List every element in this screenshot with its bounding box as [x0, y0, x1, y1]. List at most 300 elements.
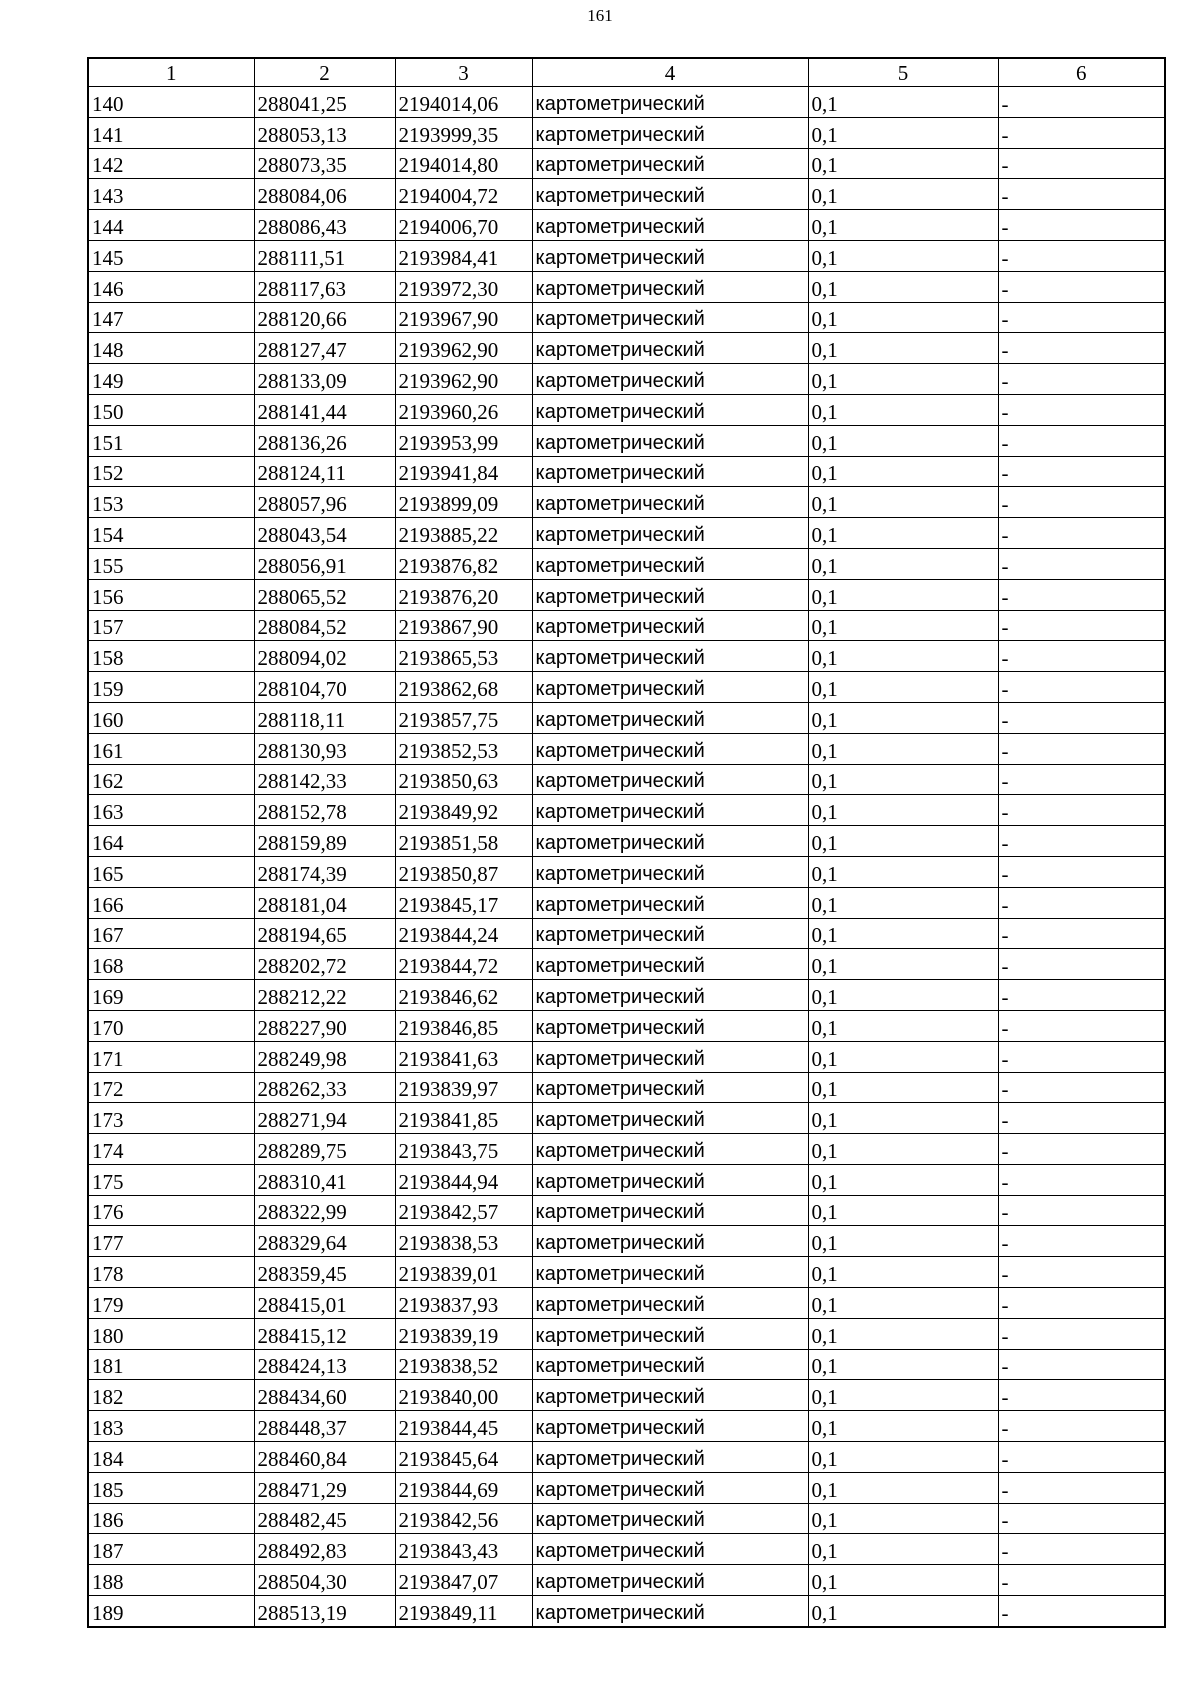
accuracy-cell: 0,1 — [808, 795, 998, 826]
y-coordinate-cell: 2193899,09 — [395, 487, 532, 518]
table-row — [88, 1349, 1165, 1380]
point-number-cell: 149 — [88, 364, 254, 395]
x-coordinate-cell: 288111,51 — [254, 240, 395, 271]
note-cell: - — [998, 179, 1165, 210]
table-row — [88, 179, 1165, 210]
method-cell: картометрический — [532, 1411, 808, 1442]
method-cell: картометрический — [532, 1349, 808, 1380]
note-cell: - — [998, 1472, 1165, 1503]
point-number-cell: 143 — [88, 179, 254, 210]
table-header — [88, 58, 1165, 87]
accuracy-cell: 0,1 — [808, 949, 998, 980]
x-coordinate-cell: 288249,98 — [254, 1041, 395, 1072]
accuracy-cell: 0,1 — [808, 610, 998, 641]
point-number-cell: 184 — [88, 1442, 254, 1473]
x-coordinate-cell: 288460,84 — [254, 1442, 395, 1473]
method-cell: картометрический — [532, 1257, 808, 1288]
note-cell: - — [998, 918, 1165, 949]
point-number-cell: 167 — [88, 918, 254, 949]
accuracy-cell: 0,1 — [808, 1534, 998, 1565]
table-row — [88, 394, 1165, 425]
method-cell: картометрический — [532, 148, 808, 179]
x-coordinate-cell: 288043,54 — [254, 518, 395, 549]
x-coordinate-cell: 288136,26 — [254, 425, 395, 456]
y-coordinate-cell: 2193844,24 — [395, 918, 532, 949]
y-coordinate-cell: 2193847,07 — [395, 1565, 532, 1596]
table-row — [88, 702, 1165, 733]
x-coordinate-cell: 288073,35 — [254, 148, 395, 179]
y-coordinate-cell: 2194006,70 — [395, 210, 532, 241]
x-coordinate-cell: 288056,91 — [254, 548, 395, 579]
accuracy-cell: 0,1 — [808, 1596, 998, 1627]
table-row — [88, 1195, 1165, 1226]
method-cell: картометрический — [532, 1195, 808, 1226]
table-row — [88, 887, 1165, 918]
note-cell: - — [998, 1565, 1165, 1596]
x-coordinate-cell: 288084,52 — [254, 610, 395, 641]
point-number-cell: 186 — [88, 1503, 254, 1534]
note-cell: - — [998, 425, 1165, 456]
x-coordinate-cell: 288194,65 — [254, 918, 395, 949]
note-cell: - — [998, 487, 1165, 518]
note-cell: - — [998, 271, 1165, 302]
y-coordinate-cell: 2193960,26 — [395, 394, 532, 425]
point-number-cell: 185 — [88, 1472, 254, 1503]
accuracy-cell: 0,1 — [808, 1472, 998, 1503]
method-cell: картометрический — [532, 394, 808, 425]
note-cell: - — [998, 1041, 1165, 1072]
column-header-1: 1 — [88, 58, 254, 87]
method-cell: картометрический — [532, 1565, 808, 1596]
accuracy-cell: 0,1 — [808, 456, 998, 487]
point-number-cell: 153 — [88, 487, 254, 518]
accuracy-cell: 0,1 — [808, 1349, 998, 1380]
point-number-cell: 181 — [88, 1349, 254, 1380]
y-coordinate-cell: 2193842,57 — [395, 1195, 532, 1226]
accuracy-cell: 0,1 — [808, 179, 998, 210]
x-coordinate-cell: 288492,83 — [254, 1534, 395, 1565]
x-coordinate-cell: 288471,29 — [254, 1472, 395, 1503]
accuracy-cell: 0,1 — [808, 1103, 998, 1134]
accuracy-cell: 0,1 — [808, 672, 998, 703]
point-number-cell: 187 — [88, 1534, 254, 1565]
table-row — [88, 1041, 1165, 1072]
accuracy-cell: 0,1 — [808, 1195, 998, 1226]
accuracy-cell: 0,1 — [808, 364, 998, 395]
x-coordinate-cell: 288084,06 — [254, 179, 395, 210]
table-row — [88, 271, 1165, 302]
table-body — [88, 87, 1165, 1627]
table-row — [88, 1257, 1165, 1288]
x-coordinate-cell: 288329,64 — [254, 1226, 395, 1257]
y-coordinate-cell: 2193972,30 — [395, 271, 532, 302]
y-coordinate-cell: 2193941,84 — [395, 456, 532, 487]
column-header-6: 6 — [998, 58, 1165, 87]
table-row — [88, 1134, 1165, 1165]
note-cell: - — [998, 1318, 1165, 1349]
x-coordinate-cell: 288289,75 — [254, 1134, 395, 1165]
accuracy-cell: 0,1 — [808, 1442, 998, 1473]
point-number-cell: 165 — [88, 856, 254, 887]
y-coordinate-cell: 2193839,19 — [395, 1318, 532, 1349]
y-coordinate-cell: 2193846,62 — [395, 980, 532, 1011]
method-cell: картометрический — [532, 1288, 808, 1319]
y-coordinate-cell: 2193876,20 — [395, 579, 532, 610]
y-coordinate-cell: 2193867,90 — [395, 610, 532, 641]
point-number-cell: 178 — [88, 1257, 254, 1288]
coordinates-table — [87, 57, 1166, 1628]
note-cell: - — [998, 456, 1165, 487]
x-coordinate-cell: 288415,01 — [254, 1288, 395, 1319]
point-number-cell: 174 — [88, 1134, 254, 1165]
table-row — [88, 240, 1165, 271]
accuracy-cell: 0,1 — [808, 394, 998, 425]
method-cell: картометрический — [532, 518, 808, 549]
method-cell: картометрический — [532, 1534, 808, 1565]
note-cell: - — [998, 548, 1165, 579]
x-coordinate-cell: 288227,90 — [254, 1010, 395, 1041]
x-coordinate-cell: 288127,47 — [254, 333, 395, 364]
method-cell: картометрический — [532, 826, 808, 857]
point-number-cell: 169 — [88, 980, 254, 1011]
point-number-cell: 150 — [88, 394, 254, 425]
method-cell: картометрический — [532, 487, 808, 518]
table-row — [88, 425, 1165, 456]
point-number-cell: 164 — [88, 826, 254, 857]
point-number-cell: 144 — [88, 210, 254, 241]
method-cell: картометрический — [532, 1226, 808, 1257]
x-coordinate-cell: 288181,04 — [254, 887, 395, 918]
accuracy-cell: 0,1 — [808, 333, 998, 364]
y-coordinate-cell: 2193839,01 — [395, 1257, 532, 1288]
accuracy-cell: 0,1 — [808, 487, 998, 518]
table-row — [88, 1411, 1165, 1442]
x-coordinate-cell: 288212,22 — [254, 980, 395, 1011]
point-number-cell: 157 — [88, 610, 254, 641]
point-number-cell: 172 — [88, 1072, 254, 1103]
method-cell: картометрический — [532, 364, 808, 395]
x-coordinate-cell: 288141,44 — [254, 394, 395, 425]
note-cell: - — [998, 1010, 1165, 1041]
accuracy-cell: 0,1 — [808, 425, 998, 456]
y-coordinate-cell: 2193840,00 — [395, 1380, 532, 1411]
y-coordinate-cell: 2193838,52 — [395, 1349, 532, 1380]
note-cell: - — [998, 210, 1165, 241]
accuracy-cell: 0,1 — [808, 1164, 998, 1195]
note-cell: - — [998, 1442, 1165, 1473]
note-cell: - — [998, 1534, 1165, 1565]
note-cell: - — [998, 148, 1165, 179]
table-row — [88, 518, 1165, 549]
accuracy-cell: 0,1 — [808, 1380, 998, 1411]
y-coordinate-cell: 2193850,87 — [395, 856, 532, 887]
table-row — [88, 1534, 1165, 1565]
point-number-cell: 152 — [88, 456, 254, 487]
accuracy-cell: 0,1 — [808, 302, 998, 333]
y-coordinate-cell: 2193885,22 — [395, 518, 532, 549]
method-cell: картометрический — [532, 1318, 808, 1349]
header-row — [88, 58, 1165, 87]
accuracy-cell: 0,1 — [808, 579, 998, 610]
y-coordinate-cell: 2193962,90 — [395, 364, 532, 395]
table-row — [88, 87, 1165, 118]
table-row — [88, 302, 1165, 333]
y-coordinate-cell: 2193838,53 — [395, 1226, 532, 1257]
note-cell: - — [998, 1411, 1165, 1442]
accuracy-cell: 0,1 — [808, 518, 998, 549]
method-cell: картометрический — [532, 210, 808, 241]
method-cell: картометрический — [532, 240, 808, 271]
y-coordinate-cell: 2194004,72 — [395, 179, 532, 210]
accuracy-cell: 0,1 — [808, 1288, 998, 1319]
note-cell: - — [998, 733, 1165, 764]
x-coordinate-cell: 288415,12 — [254, 1318, 395, 1349]
note-cell: - — [998, 610, 1165, 641]
y-coordinate-cell: 2193844,72 — [395, 949, 532, 980]
x-coordinate-cell: 288424,13 — [254, 1349, 395, 1380]
x-coordinate-cell: 288448,37 — [254, 1411, 395, 1442]
point-number-cell: 146 — [88, 271, 254, 302]
point-number-cell: 140 — [88, 87, 254, 118]
table-row — [88, 1503, 1165, 1534]
y-coordinate-cell: 2193842,56 — [395, 1503, 532, 1534]
note-cell: - — [998, 518, 1165, 549]
method-cell: картометрический — [532, 672, 808, 703]
point-number-cell: 145 — [88, 240, 254, 271]
method-cell: картометрический — [532, 425, 808, 456]
table-row — [88, 672, 1165, 703]
point-number-cell: 141 — [88, 117, 254, 148]
method-cell: картометрический — [532, 1103, 808, 1134]
method-cell: картометрический — [532, 87, 808, 118]
x-coordinate-cell: 288202,72 — [254, 949, 395, 980]
point-number-cell: 180 — [88, 1318, 254, 1349]
table-row — [88, 117, 1165, 148]
x-coordinate-cell: 288120,66 — [254, 302, 395, 333]
point-number-cell: 163 — [88, 795, 254, 826]
x-coordinate-cell: 288359,45 — [254, 1257, 395, 1288]
y-coordinate-cell: 2193962,90 — [395, 333, 532, 364]
point-number-cell: 183 — [88, 1411, 254, 1442]
table-row — [88, 1472, 1165, 1503]
note-cell: - — [998, 641, 1165, 672]
x-coordinate-cell: 288152,78 — [254, 795, 395, 826]
y-coordinate-cell: 2193844,69 — [395, 1472, 532, 1503]
table-row — [88, 148, 1165, 179]
y-coordinate-cell: 2193839,97 — [395, 1072, 532, 1103]
method-cell: картометрический — [532, 795, 808, 826]
point-number-cell: 179 — [88, 1288, 254, 1319]
y-coordinate-cell: 2193844,45 — [395, 1411, 532, 1442]
table-row — [88, 210, 1165, 241]
table-row — [88, 764, 1165, 795]
y-coordinate-cell: 2193876,82 — [395, 548, 532, 579]
x-coordinate-cell: 288065,52 — [254, 579, 395, 610]
column-header-3: 3 — [395, 58, 532, 87]
note-cell: - — [998, 764, 1165, 795]
x-coordinate-cell: 288118,11 — [254, 702, 395, 733]
accuracy-cell: 0,1 — [808, 240, 998, 271]
y-coordinate-cell: 2193849,11 — [395, 1596, 532, 1627]
accuracy-cell: 0,1 — [808, 271, 998, 302]
y-coordinate-cell: 2193857,75 — [395, 702, 532, 733]
table-row — [88, 548, 1165, 579]
table-row — [88, 980, 1165, 1011]
accuracy-cell: 0,1 — [808, 826, 998, 857]
method-cell: картометрический — [532, 579, 808, 610]
accuracy-cell: 0,1 — [808, 117, 998, 148]
x-coordinate-cell: 288104,70 — [254, 672, 395, 703]
accuracy-cell: 0,1 — [808, 887, 998, 918]
method-cell: картометрический — [532, 548, 808, 579]
y-coordinate-cell: 2193851,58 — [395, 826, 532, 857]
y-coordinate-cell: 2193984,41 — [395, 240, 532, 271]
x-coordinate-cell: 288262,33 — [254, 1072, 395, 1103]
accuracy-cell: 0,1 — [808, 1226, 998, 1257]
y-coordinate-cell: 2193846,85 — [395, 1010, 532, 1041]
y-coordinate-cell: 2193953,99 — [395, 425, 532, 456]
table-row — [88, 733, 1165, 764]
x-coordinate-cell: 288053,13 — [254, 117, 395, 148]
x-coordinate-cell: 288133,09 — [254, 364, 395, 395]
accuracy-cell: 0,1 — [808, 1257, 998, 1288]
note-cell: - — [998, 1164, 1165, 1195]
note-cell: - — [998, 672, 1165, 703]
method-cell: картометрический — [532, 641, 808, 672]
point-number-cell: 177 — [88, 1226, 254, 1257]
method-cell: картометрический — [532, 610, 808, 641]
accuracy-cell: 0,1 — [808, 1565, 998, 1596]
method-cell: картометрический — [532, 1472, 808, 1503]
point-number-cell: 189 — [88, 1596, 254, 1627]
y-coordinate-cell: 2193999,35 — [395, 117, 532, 148]
method-cell: картометрический — [532, 1134, 808, 1165]
method-cell: картометрический — [532, 1010, 808, 1041]
method-cell: картометрический — [532, 702, 808, 733]
method-cell: картометрический — [532, 764, 808, 795]
column-header-2: 2 — [254, 58, 395, 87]
x-coordinate-cell: 288094,02 — [254, 641, 395, 672]
x-coordinate-cell: 288310,41 — [254, 1164, 395, 1195]
y-coordinate-cell: 2193850,63 — [395, 764, 532, 795]
point-number-cell: 168 — [88, 949, 254, 980]
x-coordinate-cell: 288117,63 — [254, 271, 395, 302]
x-coordinate-cell: 288504,30 — [254, 1565, 395, 1596]
column-header-5: 5 — [808, 58, 998, 87]
method-cell: картометрический — [532, 1503, 808, 1534]
method-cell: картометрический — [532, 918, 808, 949]
accuracy-cell: 0,1 — [808, 1318, 998, 1349]
x-coordinate-cell: 288057,96 — [254, 487, 395, 518]
note-cell: - — [998, 1596, 1165, 1627]
x-coordinate-cell: 288130,93 — [254, 733, 395, 764]
table-row — [88, 1318, 1165, 1349]
x-coordinate-cell: 288124,11 — [254, 456, 395, 487]
table-row — [88, 641, 1165, 672]
y-coordinate-cell: 2194014,80 — [395, 148, 532, 179]
point-number-cell: 151 — [88, 425, 254, 456]
note-cell: - — [998, 364, 1165, 395]
table-row — [88, 826, 1165, 857]
point-number-cell: 173 — [88, 1103, 254, 1134]
note-cell: - — [998, 949, 1165, 980]
point-number-cell: 142 — [88, 148, 254, 179]
table-row — [88, 1565, 1165, 1596]
x-coordinate-cell: 288041,25 — [254, 87, 395, 118]
note-cell: - — [998, 795, 1165, 826]
page-number: 161 — [587, 6, 613, 25]
note-cell: - — [998, 579, 1165, 610]
y-coordinate-cell: 2193862,68 — [395, 672, 532, 703]
y-coordinate-cell: 2194014,06 — [395, 87, 532, 118]
table-row — [88, 1164, 1165, 1195]
x-coordinate-cell: 288174,39 — [254, 856, 395, 887]
table-row — [88, 1442, 1165, 1473]
point-number-cell: 188 — [88, 1565, 254, 1596]
note-cell: - — [998, 240, 1165, 271]
point-number-cell: 148 — [88, 333, 254, 364]
note-cell: - — [998, 826, 1165, 857]
note-cell: - — [998, 1226, 1165, 1257]
point-number-cell: 162 — [88, 764, 254, 795]
point-number-cell: 182 — [88, 1380, 254, 1411]
y-coordinate-cell: 2193852,53 — [395, 733, 532, 764]
point-number-cell: 154 — [88, 518, 254, 549]
point-number-cell: 147 — [88, 302, 254, 333]
y-coordinate-cell: 2193844,94 — [395, 1164, 532, 1195]
y-coordinate-cell: 2193843,43 — [395, 1534, 532, 1565]
point-number-cell: 161 — [88, 733, 254, 764]
accuracy-cell: 0,1 — [808, 918, 998, 949]
method-cell: картометрический — [532, 456, 808, 487]
table-row — [88, 795, 1165, 826]
table-row — [88, 1288, 1165, 1319]
method-cell: картометрический — [532, 271, 808, 302]
note-cell: - — [998, 856, 1165, 887]
method-cell: картометрический — [532, 302, 808, 333]
method-cell: картометрический — [532, 1164, 808, 1195]
point-number-cell: 175 — [88, 1164, 254, 1195]
accuracy-cell: 0,1 — [808, 1072, 998, 1103]
note-cell: - — [998, 394, 1165, 425]
accuracy-cell: 0,1 — [808, 641, 998, 672]
table-row — [88, 1596, 1165, 1627]
y-coordinate-cell: 2193845,64 — [395, 1442, 532, 1473]
point-number-cell: 171 — [88, 1041, 254, 1072]
x-coordinate-cell: 288271,94 — [254, 1103, 395, 1134]
method-cell: картометрический — [532, 856, 808, 887]
y-coordinate-cell: 2193843,75 — [395, 1134, 532, 1165]
x-coordinate-cell: 288159,89 — [254, 826, 395, 857]
x-coordinate-cell: 288482,45 — [254, 1503, 395, 1534]
accuracy-cell: 0,1 — [808, 1041, 998, 1072]
note-cell: - — [998, 1349, 1165, 1380]
table-row — [88, 1010, 1165, 1041]
table-row — [88, 949, 1165, 980]
accuracy-cell: 0,1 — [808, 1411, 998, 1442]
y-coordinate-cell: 2193845,17 — [395, 887, 532, 918]
x-coordinate-cell: 288322,99 — [254, 1195, 395, 1226]
method-cell: картометрический — [532, 333, 808, 364]
y-coordinate-cell: 2193849,92 — [395, 795, 532, 826]
point-number-cell: 166 — [88, 887, 254, 918]
note-cell: - — [998, 1503, 1165, 1534]
accuracy-cell: 0,1 — [808, 733, 998, 764]
accuracy-cell: 0,1 — [808, 764, 998, 795]
accuracy-cell: 0,1 — [808, 1503, 998, 1534]
accuracy-cell: 0,1 — [808, 702, 998, 733]
x-coordinate-cell: 288513,19 — [254, 1596, 395, 1627]
